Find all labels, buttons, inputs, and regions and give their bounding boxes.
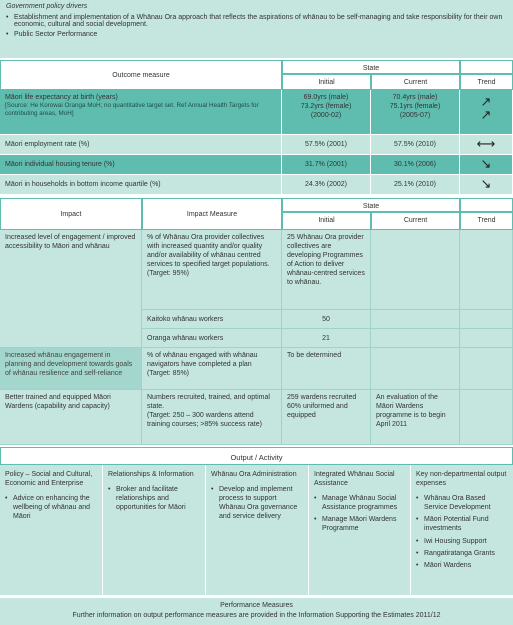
performance-heading: Performance Measures bbox=[220, 602, 293, 609]
outcome-source-note: [Source: He Korowai Oranga MoH; no quantitative target set. Ref Annual Health Targets for contributing areas, MoH] bbox=[5, 102, 259, 118]
left-right-arrow-icon: ⟷ bbox=[460, 135, 513, 155]
output-item: • Advice on enhancing the wellbeing of whānau and Māori bbox=[5, 494, 97, 521]
impact-initial-cell: 259 wardens recruited 60% uniformed and equipped bbox=[282, 390, 371, 445]
output-column-title: Relationships & Information bbox=[108, 471, 194, 478]
performance-panel bbox=[0, 598, 513, 625]
impact-initial-cell: To be determined bbox=[282, 348, 371, 390]
impact-trend-cell bbox=[460, 310, 513, 329]
impact-trend-cell bbox=[460, 348, 513, 390]
impact-initial-header: Initial bbox=[282, 212, 371, 230]
impact-initial-cell: 25 Whānau Ora provider collectives are developing Programmes of Action to deliver whānau-centred services to whānau. bbox=[282, 230, 371, 310]
output-item: • Iwi Housing Support bbox=[416, 537, 508, 546]
impact-current-cell: An evaluation of the Māori Wardens programme is to begin April 2011 bbox=[371, 390, 460, 445]
impact-trend-spacer bbox=[460, 198, 513, 212]
outcome-row-measure: Māori employment rate (%) bbox=[0, 135, 282, 155]
outcome-initial-header: Initial bbox=[282, 74, 371, 90]
outcome-trend-header: Trend bbox=[460, 74, 513, 90]
impact-initial-cell: 21 bbox=[282, 329, 371, 348]
policy-list bbox=[6, 14, 507, 38]
impact-measure-cell: Kaitoko whānau workers bbox=[142, 310, 282, 329]
impact-initial-cell: 50 bbox=[282, 310, 371, 329]
impact-cell: Increased level of engagement / improved accessibility to Māori and whānau bbox=[0, 230, 142, 348]
output-column bbox=[206, 465, 309, 596]
down-right-arrow-icon: ↘ bbox=[460, 155, 513, 175]
impact-current-cell bbox=[371, 310, 460, 329]
impact-measure-header: Impact Measure bbox=[142, 198, 282, 230]
outcome-row-measure: Māori individual housing tenure (%) bbox=[0, 155, 282, 175]
performance-text: Further information on output performance measures are provided in the Information Supporting the Estimates 2011/12 bbox=[72, 611, 441, 619]
output-column bbox=[309, 465, 411, 596]
output-item: • Māori Potential Fund investments bbox=[416, 515, 508, 533]
outcome-measure-text: Māori life expectancy at birth (years) bbox=[5, 94, 118, 101]
output-item: • Whānau Ora Based Service Development bbox=[416, 494, 508, 512]
impact-trend-header: Trend bbox=[460, 212, 513, 230]
impact-current-cell bbox=[371, 348, 460, 390]
impact-header: Impact bbox=[0, 198, 142, 230]
outcome-measure-header: Outcome measure bbox=[0, 60, 282, 90]
impact-trend-cell bbox=[460, 329, 513, 348]
outcome-row-initial: 69.0yrs (male) 73.2yrs (female) (2000-02) bbox=[282, 90, 371, 135]
output-column-title: Whānau Ora Administration bbox=[211, 471, 297, 478]
impact-trend-cell bbox=[460, 230, 513, 310]
outcome-row-current: 30.1% (2006) bbox=[371, 155, 460, 175]
policy-item: • Public Sector Performance bbox=[6, 31, 507, 38]
impact-measure-cell: Numbers recruited, trained, and optimal state. (Target: 250 – 300 wardens attend training courses; >85% success rate) bbox=[142, 390, 282, 445]
impact-measure-cell: % of Whānau Ora provider collectives with increased quantity and/or quality and/or availability of whānau centred services to specified target populations. (Target: 95%) bbox=[142, 230, 282, 310]
outcome-row-initial: 31.7% (2001) bbox=[282, 155, 371, 175]
outcome-row-current: 70.4yrs (male) 75.1yrs (female) (2005-07) bbox=[371, 90, 460, 135]
output-column-title: Policy – Social and Cultural, Economic and Enterprise bbox=[5, 471, 93, 488]
impact-current-header: Current bbox=[371, 212, 460, 230]
outcome-row-current: 25.1% (2010) bbox=[371, 175, 460, 195]
output-column bbox=[0, 465, 103, 596]
down-right-arrow-icon: ↘ bbox=[460, 175, 513, 195]
output-item: • Māori Wardens bbox=[416, 561, 508, 570]
outcome-row-initial: 24.3% (2002) bbox=[282, 175, 371, 195]
output-item: • Manage Māori Wardens Programme bbox=[314, 515, 405, 533]
policy-heading: Government policy drivers bbox=[6, 3, 88, 10]
outcome-row-measure bbox=[0, 90, 282, 135]
output-column bbox=[411, 465, 513, 596]
outcome-row-current: 57.5% (2010) bbox=[371, 135, 460, 155]
outcome-row-measure: Māori in households in bottom income quartile (%) bbox=[0, 175, 282, 195]
outcome-current-header: Current bbox=[371, 74, 460, 90]
outcome-state-header: State bbox=[282, 60, 460, 74]
outcome-row-initial: 57.5% (2001) bbox=[282, 135, 371, 155]
impact-measure-cell: % of whānau engaged with whānau navigators have completed a plan (Target: 85%) bbox=[142, 348, 282, 390]
impact-cell: Better trained and equipped Māori Wardens (capability and capacity) bbox=[0, 390, 142, 445]
output-column-title: Integrated Whānau Social Assistance bbox=[314, 471, 395, 488]
policy-item: • Establishment and implementation of a Whānau Ora approach that reflects the aspirations of whānau to be self-managing and take responsibility for their own economic, cultural and social development. bbox=[6, 14, 507, 28]
up-right-arrow-icon: ↗ ↗ bbox=[460, 90, 513, 135]
impact-cell: Increased whānau engagement in planning and development towards goals of whānau resilience and self-reliance bbox=[0, 348, 142, 390]
output-column-title: Key non-departmental output expenses bbox=[416, 471, 507, 488]
impact-current-cell bbox=[371, 230, 460, 310]
impact-current-cell bbox=[371, 329, 460, 348]
impact-trend-cell bbox=[460, 390, 513, 445]
output-item: • Rangatiratanga Grants bbox=[416, 549, 508, 558]
outcome-trend-spacer bbox=[460, 60, 513, 74]
output-item: • Manage Whānau Social Assistance programmes bbox=[314, 494, 405, 512]
policy-drivers-panel bbox=[0, 0, 513, 58]
output-item: • Develop and implement process to support Whānau Ora governance and service delivery bbox=[211, 485, 303, 521]
output-heading: Output / Activity bbox=[0, 447, 513, 465]
impact-state-header: State bbox=[282, 198, 460, 212]
output-item: • Broker and facilitate relationships and opportunities for Māori bbox=[108, 485, 200, 512]
impact-measure-cell: Oranga whānau workers bbox=[142, 329, 282, 348]
output-column bbox=[103, 465, 206, 596]
